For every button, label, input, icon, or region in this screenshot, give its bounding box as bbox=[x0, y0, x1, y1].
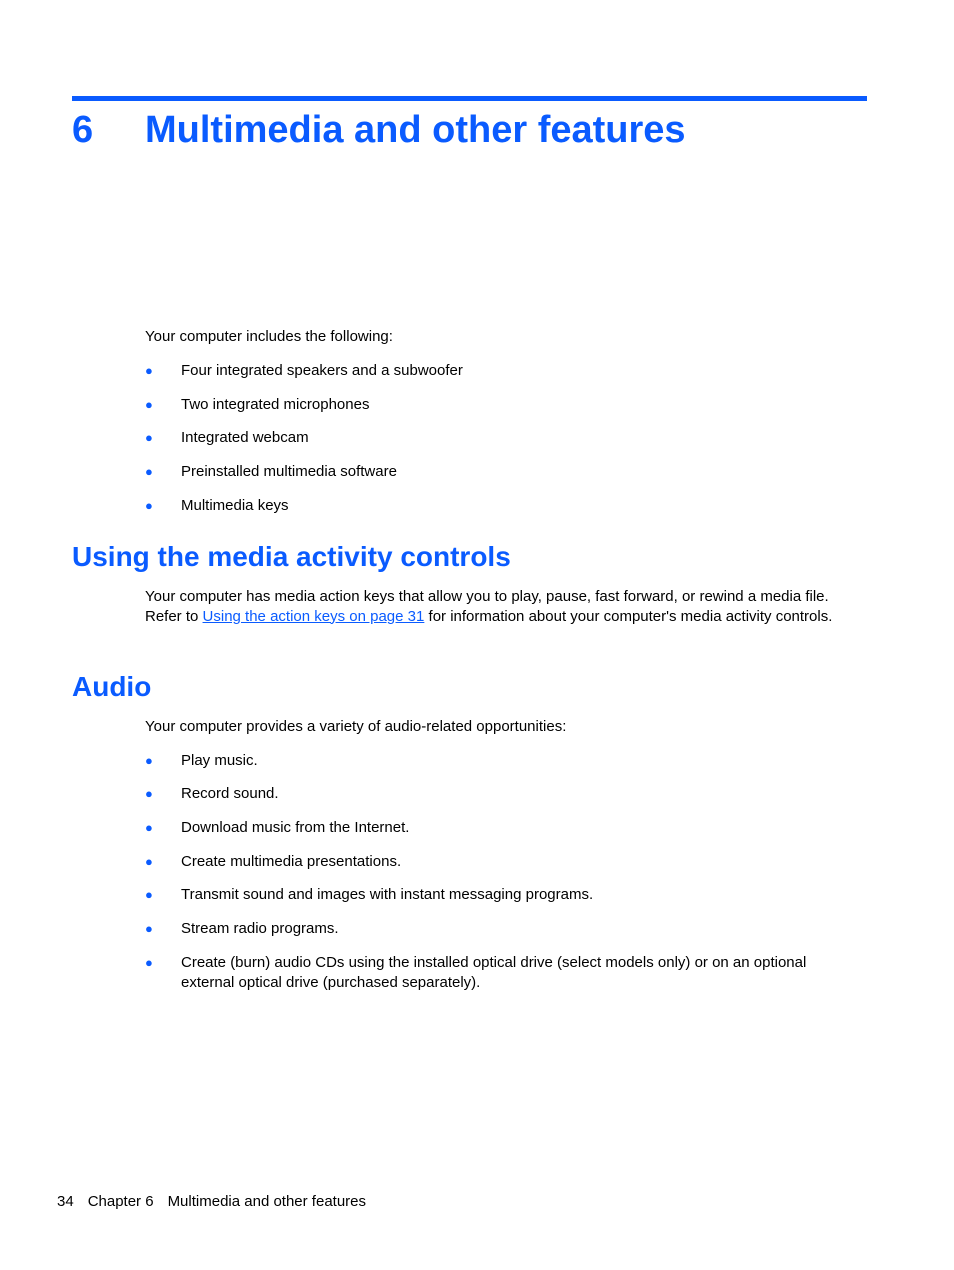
list-item-text: Stream radio programs. bbox=[181, 920, 339, 937]
chapter-title: Multimedia and other features bbox=[145, 109, 686, 151]
footer-title: Multimedia and other features bbox=[167, 1193, 367, 1210]
media-controls-heading: Using the media activity controls bbox=[72, 541, 511, 572]
bullet-icon: ● bbox=[145, 955, 153, 970]
list-item bbox=[145, 361, 860, 381]
list-item-text: Preinstalled multimedia software bbox=[181, 463, 397, 480]
list-item bbox=[145, 885, 860, 905]
bullet-icon: ● bbox=[145, 854, 153, 869]
page-footer bbox=[57, 1192, 380, 1211]
list-item-text: Create multimedia presentations. bbox=[181, 853, 402, 870]
chapter-rule bbox=[72, 96, 867, 101]
list-item bbox=[145, 428, 860, 448]
list-item-text: Create (burn) audio CDs using the installed optical drive (select models only) or on an optional external optical drive (purchased separately). bbox=[181, 954, 807, 991]
bullet-icon: ● bbox=[145, 430, 153, 445]
bullet-icon: ● bbox=[145, 363, 153, 378]
page-number: 34 bbox=[57, 1193, 74, 1210]
list-item-text: Integrated webcam bbox=[181, 429, 309, 446]
bullet-icon: ● bbox=[145, 753, 153, 768]
list-item bbox=[145, 496, 860, 516]
list-item bbox=[145, 953, 860, 992]
bullet-icon: ● bbox=[145, 397, 153, 412]
list-item bbox=[145, 751, 860, 771]
bullet-icon: ● bbox=[145, 464, 153, 479]
list-item bbox=[145, 919, 860, 939]
bullet-icon: ● bbox=[145, 498, 153, 513]
media-controls-paragraph bbox=[145, 587, 860, 626]
audio-paragraph: Your computer provides a variety of audio-related opportunities: bbox=[145, 718, 567, 735]
action-keys-link[interactable]: Using the action keys on page 31 bbox=[202, 607, 425, 625]
list-item-text: Four integrated speakers and a subwoofer bbox=[181, 362, 463, 379]
bullet-icon: ● bbox=[145, 921, 153, 936]
list-item-text: Two integrated microphones bbox=[181, 396, 370, 413]
audio-heading: Audio bbox=[72, 671, 152, 702]
list-item bbox=[145, 818, 860, 838]
list-item-text: Multimedia keys bbox=[181, 497, 289, 514]
bullet-icon: ● bbox=[145, 887, 153, 902]
list-item bbox=[145, 852, 860, 872]
list-item bbox=[145, 395, 860, 415]
bullet-icon: ● bbox=[145, 820, 153, 835]
intro-paragraph: Your computer includes the following: bbox=[145, 328, 393, 345]
chapter-number: 6 bbox=[72, 109, 94, 151]
footer-chapter: Chapter 6 bbox=[87, 1193, 154, 1210]
list-item-text: Record sound. bbox=[181, 785, 279, 802]
media-controls-text-before: Your computer has media action keys that allow you to play, pause, fast forward, or rewind a media file. Refer to bbox=[145, 588, 829, 625]
media-controls-text-after: for information about your computer's media activity controls. bbox=[424, 607, 833, 625]
bullet-icon: ● bbox=[145, 786, 153, 801]
list-item-text: Download music from the Internet. bbox=[181, 819, 410, 836]
list-item-text: Transmit sound and images with instant messaging programs. bbox=[181, 886, 594, 903]
list-item-text: Play music. bbox=[181, 752, 258, 769]
list-item bbox=[145, 462, 860, 482]
list-item bbox=[145, 784, 860, 804]
